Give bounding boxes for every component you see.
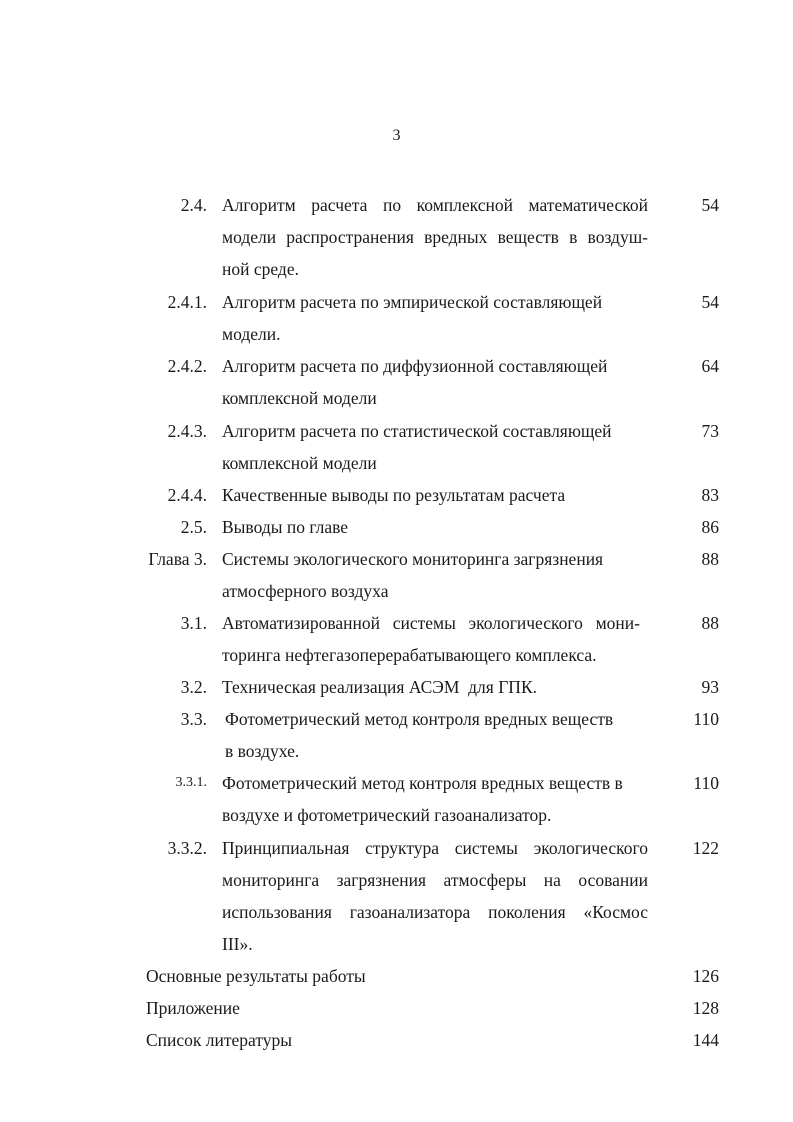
section-title-line: мониторинга загрязнения атмосферы на осовании [222,870,648,890]
section-title-line: ной среде. [222,259,299,279]
page-ref: 93 [701,677,719,697]
page-ref: 110 [693,773,719,793]
section-title-line: Фотометрический метод контроля вредных веществ в [222,773,623,793]
section-number: 3.2. [180,677,207,697]
page-ref: 126 [692,966,719,986]
section-number: 2.4.2. [167,356,207,376]
section-title-line: Автоматизированной системы экологического мони- [222,613,640,633]
section-title-line: Принципиальная структура системы экологического [222,838,648,858]
section-title-line: модели распространения вредных веществ в воздуш- [222,227,648,247]
section-number: 3.3.2. [167,838,207,858]
entry-title: Приложение [146,998,240,1018]
section-title-line: Алгоритм расчета по диффузионной составляющей [222,356,608,376]
page-ref: 144 [692,1030,719,1050]
page-ref: 128 [692,998,719,1018]
page-ref: 88 [701,549,719,569]
chapter-number: Глава 3. [148,549,207,569]
section-title-line: Алгоритм расчета по статистической составляющей [222,421,612,441]
section-title-line: модели. [222,324,281,344]
page-ref: 54 [701,292,719,312]
section-title-line: Алгоритм расчета по эмпирической составляющей [222,292,603,312]
entry-title: Основные результаты работы [146,966,366,986]
page-ref: 54 [701,195,719,215]
section-title-line: Фотометрический метод контроля вредных веществ [225,709,614,729]
section-number: 3.1. [180,613,207,633]
section-title-line: Выводы по главе [222,517,349,537]
section-title-line: использования газоанализатора поколения «Космос [222,902,648,922]
page-number: 3 [392,127,401,144]
section-title-line: атмосферного воздуха [222,581,389,601]
page-ref: 73 [701,421,719,441]
section-number: 2.4.4. [167,485,207,505]
section-number: 3.3.1. [175,775,207,790]
section-number: 2.5. [180,517,207,537]
page-ref: 110 [693,709,719,729]
section-title-line: Алгоритм расчета по комплексной математической [222,195,648,215]
entry-title: Список литературы [146,1030,293,1050]
section-number: 2.4.3. [167,421,207,441]
section-title-line: Системы экологического мониторинга загрязнения [222,549,604,569]
section-number: 3.3. [180,709,207,729]
section-title-line: торинга нефтегазоперерабатывающего комплекса. [222,645,597,665]
section-title-line: воздухе и фотометрический газоанализатор. [222,805,552,825]
section-number: 2.4.1. [167,292,207,312]
page-ref: 86 [701,517,719,537]
section-title-line: комплексной модели [222,453,377,473]
page-ref: 122 [692,838,719,858]
section-number: 2.4. [180,195,207,215]
section-title-line: в воздухе. [225,741,300,761]
section-title-line: Качественные выводы по результатам расчета [222,485,566,505]
section-title-line: комплексной модели [222,388,377,408]
page-ref: 83 [701,485,719,505]
section-title-line: III». [222,934,253,954]
page-ref: 88 [701,613,719,633]
section-title-line: Техническая реализация АСЭМ для ГПК. [222,677,537,697]
page-ref: 64 [701,356,719,376]
